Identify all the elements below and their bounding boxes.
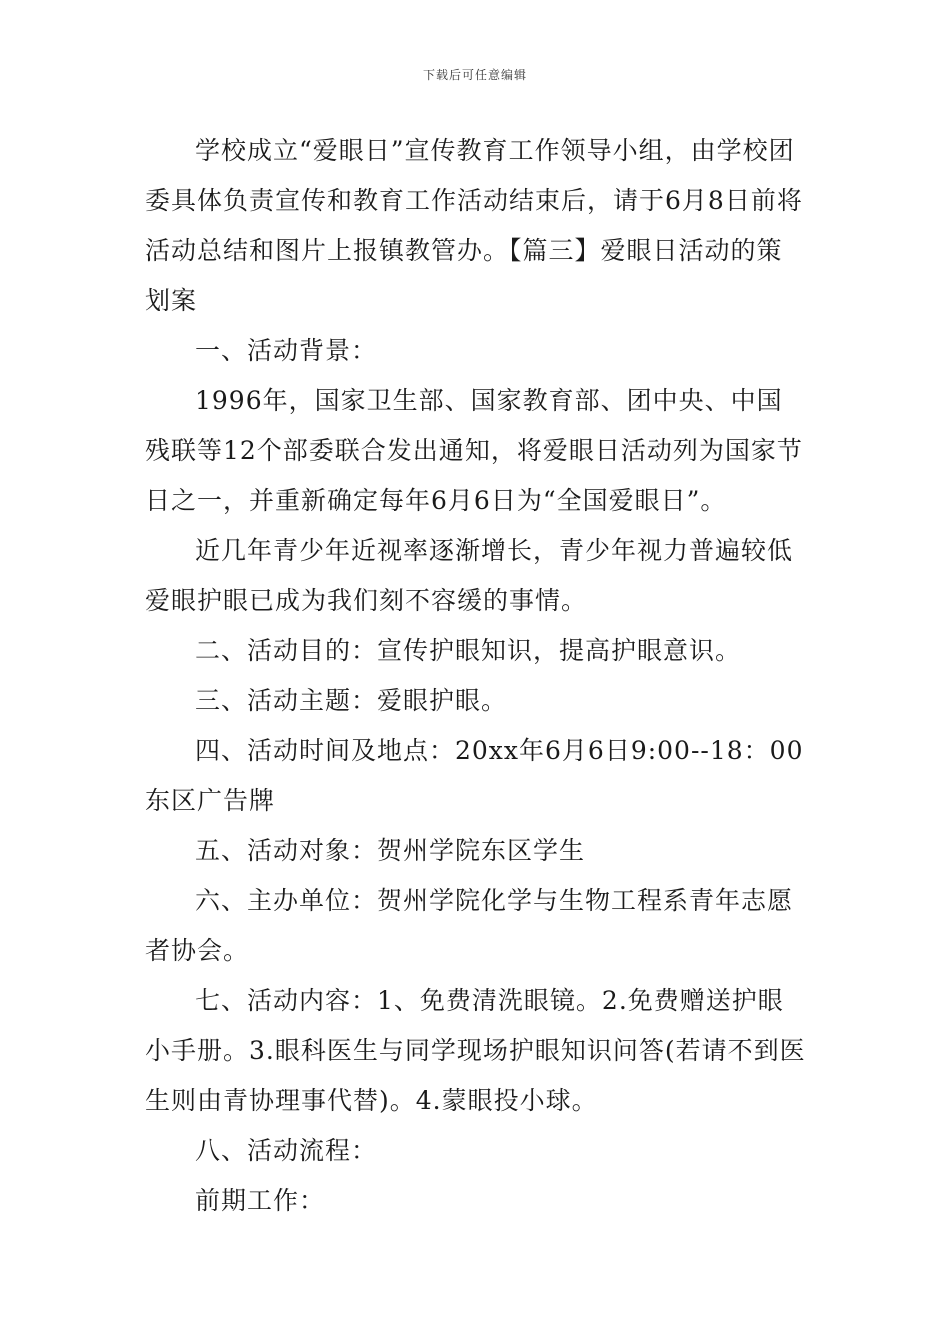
paragraph-process-heading: 八、活动流程： — [195, 1136, 378, 1165]
paragraph-background-1996: 1996年，国家卫生部、国家教育部、团中央、中国残联等12个部委联合发出通知，将爱眼日活动列为国家节日之一，并重新确定每年6月6日为“全国爱眼日”。 — [145, 386, 803, 515]
paragraph-time-place: 四、活动时间及地点：20xx年6月6日9:00--18：00东区广告牌 — [145, 736, 804, 815]
document-body — [145, 126, 807, 1226]
paragraph-organizer: 六、主办单位：贺州学院化学与生物工程系青年志愿者协会。 — [145, 886, 794, 965]
paragraph-audience: 五、活动对象：贺州学院东区学生 — [195, 836, 586, 865]
paragraph-preparation: 前期工作： — [195, 1186, 326, 1215]
paragraph-content: 七、活动内容：1、免费清洗眼镜。2.免费赠送护眼小手册。3.眼科医生与同学现场护眼知识问答(若请不到医生则由青协理事代替)。4.蒙眼投小球。 — [145, 986, 806, 1115]
paragraph-intro: 学校成立“爱眼日”宣传教育工作领导小组，由学校团委具体负责宣传和教育工作活动结束后，请于6月8日前将活动总结和图片上报镇教管办。【篇三】爱眼日活动的策划案 — [145, 136, 803, 315]
paragraph-purpose: 二、活动目的：宣传护眼知识，提高护眼意识。 — [195, 636, 742, 665]
paragraph-background-myopia: 近几年青少年近视率逐渐增长，青少年视力普遍较低爱眼护眼已成为我们刻不容缓的事情。 — [145, 536, 794, 615]
page-header-note: 下载后可任意编辑 — [422, 68, 527, 82]
paragraph-theme: 三、活动主题：爱眼护眼。 — [195, 686, 508, 715]
paragraph-background-heading: 一、活动背景： — [195, 336, 378, 365]
